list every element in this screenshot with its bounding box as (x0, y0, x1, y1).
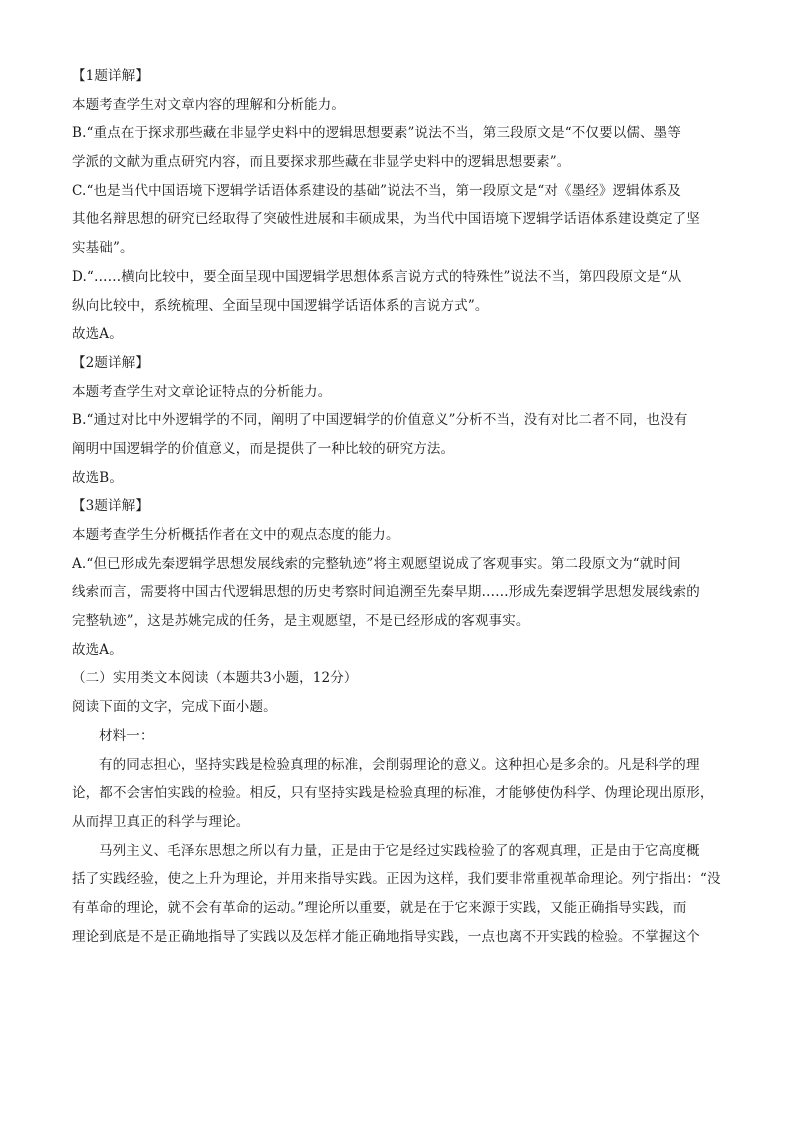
q3-line: A.“但已形成先秦逻辑学思想发展线索的完整轨迹”将主观愿望说成了客观事实。第二段原文为“就时间 (72, 555, 681, 572)
material-paragraph-line: 马列主义、毛泽东思想之所以有力量，正是由于它是经过实践检验了的客观真理，正是由于它高度概 (99, 842, 700, 859)
material-paragraph-line: 括了实践经验，使之上升为理论，并用来指导实践。正因为这样，我们要非常重视革命理论。列宁指出：“没 (72, 871, 721, 888)
material-paragraph-line: 有的同志担心，坚持实践是检验真理的标准，会削弱理论的意义。这种担心是多余的。凡是科学的理 (99, 756, 700, 773)
q2-line: 阐明中国逻辑学的价值意义，而是提供了一种比较的研究方法。 (72, 440, 455, 457)
q3-heading: 【3题详解】 (72, 498, 149, 515)
q1-line: C.“也是当代中国语境下逻辑学话语体系建设的基础”说法不当，第一段原文是“对《墨经》逻辑体系及 (72, 182, 681, 199)
q1-line: 学派的文献为重点研究内容，而且要探求那些藏在非显学史料中的逻辑思想要素”。 (72, 154, 571, 171)
material-paragraph-line: 有革命的理论，就不会有革命的运动。”理论所以重要，就是在于它来源于实践，又能正确指导实践，而 (72, 899, 687, 916)
q1-answer: 故选A。 (72, 326, 123, 343)
q2-line: 本题考查学生对文章论证特点的分析能力。 (72, 383, 332, 400)
q3-line: 完整轨迹”，这是苏姚完成的任务，是主观愿望，不是已经形成的客观事实。 (72, 613, 530, 630)
q2-answer: 故选B。 (72, 469, 124, 486)
q1-line: B.“重点在于探求那些藏在非显学史料中的逻辑思想要素”说法不当，第三段原文是“不仅要以儒、墨等 (72, 125, 681, 142)
material-paragraph-line: 理论到底是不是正确地指导了实践以及怎样才能正确地指导实践，一点也离不开实践的检验。不掌握这个 (72, 928, 700, 945)
document-page (72, 62, 722, 951)
q2-line: B.“通过对比中外逻辑学的不同，阐明了中国逻辑学的价值意义”分析不当，没有对比二者不同，也没有 (72, 412, 688, 429)
q3-answer: 故选A。 (72, 641, 123, 658)
material-paragraph-line: 从而捍卫真正的科学与理论。 (72, 813, 250, 830)
q1-line: 其他名辩思想的研究已经取得了突破性进展和丰硕成果，为当代中国语境下逻辑学话语体系建设奠定了坚 (72, 211, 700, 228)
q1-line: 纵向比较中，系统梳理、全面呈现中国逻辑学话语体系的言说方式”。 (72, 297, 489, 314)
q1-line: 实基础”。 (72, 240, 134, 257)
section-instruction: 阅读下面的文字，完成下面小题。 (72, 699, 277, 716)
material-label: 材料一： (99, 727, 154, 744)
q1-line: 本题考查学生对文章内容的理解和分析能力。 (72, 96, 345, 113)
q1-heading: 【1题详解】 (72, 68, 149, 84)
q2-heading: 【2题详解】 (72, 354, 149, 371)
material-paragraph-line: 论，都不会害怕实践的检验。相反，只有坚持实践是检验真理的标准，才能够使伪科学、伪理论现出原形， (72, 785, 714, 802)
q3-line: 线索而言，需要将中国古代逻辑思想的历史考察时间追溯至先秦早期……形成先秦逻辑学思想发展线索的 (72, 584, 700, 601)
section-title: （二）实用类文本阅读（本题共3小题，12分） (72, 670, 358, 687)
q1-line: D.“……横向比较中，要全面呈现中国逻辑学思想体系言说方式的特殊性”说法不当，第四段原文是“从 (72, 268, 682, 285)
q3-line: 本题考查学生分析概括作者在文中的观点态度的能力。 (72, 527, 400, 543)
